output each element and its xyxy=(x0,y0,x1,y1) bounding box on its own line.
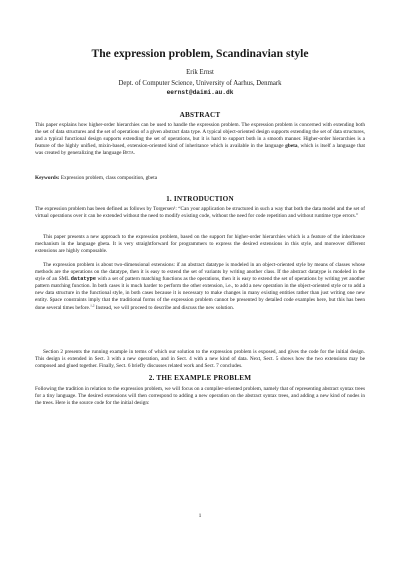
keywords-text: Expression problem, class composition, gbeta xyxy=(60,175,158,181)
section-1-paragraph-4: Section 2 presents the running example in terms of which our solution to the expression problem is exposed, and gives the code for the initial design. This design is extended in Sect. 3 with a new operation, and in Sect. 4 with a new kind of data. Next, Sect. 5 shows how the two extensions may be composed and glued together. Finally, Sect. 6 briefly discusses related work and Sect. 7 concludes. xyxy=(35,349,365,370)
section-1-p3-part-3: Instead, we will proceed to describe and discuss the new solution. xyxy=(95,304,235,311)
abstract-beta-name: Beta xyxy=(122,150,134,157)
abstract-text-part-3: . xyxy=(133,150,136,157)
section-1-paragraph-1: The expression problem has been defined as follows by Torgersen¹: “Can your application be structured in such a way that both the data model and the set of virtual operations over it can be extended without the need to modify existing code, without the need for code repetition and without runtime type errors.” xyxy=(35,206,365,220)
author-affiliation: Dept. of Computer Science, University of Aarhus, Denmark xyxy=(118,80,282,87)
section-1-heading: 1. INTRODUCTION xyxy=(166,195,234,203)
paper-title: The expression problem, Scandinavian style xyxy=(91,47,309,60)
section-1-p3-citation: 1,2 xyxy=(90,302,95,307)
section-1-paragraph-2: This paper presents a new approach to the expression problem, based on the support for higher-order hierarchies which is a feature of the inheritance mechanism in the language gbeta. It is very straightforward for programmers to express the desired extensions in this style, and moreover different extensions are highly composable. xyxy=(35,234,365,255)
section-1-p3-part-1: The expression problem is about two-dimensional extensions: if an abstract datatype is modeled in an object-oriented style by means of classes whose methods are the operations on the datatype, then it is easy to extend the set of variants by writing another class. If the abstract datatype is modeled in the style of an SML xyxy=(35,262,365,283)
abstract-text-part-1: This paper explains how higher-order hierarchies can be used to handle the expression problem. The expression problem is concerned with extending both the set of data structures and the set of operations of a given abstract data type. A typical object-oriented design supports extending the set of data structures, and a typical functional design supports extending the set of operations, but it is hard to support both in a smooth manner. Higher-order hierarchies is a feature of the highly unified, mixin-based, extension-oriented kind of inheritance which is available in the language xyxy=(35,122,365,150)
keywords-line xyxy=(35,175,365,182)
abstract-heading: ABSTRACT xyxy=(179,111,221,119)
abstract-text-part-2: , which is itself a language that was created by generalizing the language xyxy=(35,143,366,157)
abstract-lang-name: gbeta xyxy=(285,143,298,150)
keywords-label: Keywords: xyxy=(35,175,60,181)
section-2-paragraph-1: Following the tradition in relation to the expression problem, we will focus on a compiler-oriented problem, namely that of representing abstract syntax trees for a tiny language. The desired extensions will then correspond to adding a new operation on the abstract syntax trees, and adding a new kind of nodes in the trees. Here is the source code for the initial design: xyxy=(35,386,365,407)
abstract-text xyxy=(35,122,365,157)
page-number: 1 xyxy=(198,513,202,519)
section-1-paragraph-3 xyxy=(35,262,365,312)
author-name: Erik Ernst xyxy=(186,69,214,76)
section-2-heading: 2. THE EXAMPLE PROBLEM xyxy=(148,374,252,382)
section-1-p3-part-2: with a set of pattern matching functions as the operations, then it is easy to extend the set of operations by writing yet another pattern matching function. In both cases it is much harder to perform the other extension, i.e., to add a new operation in the object-oriented style or to add a new data structure in the functional style, in both cases because it is necessary to make changes in many existing entities rather than just writing one new entity. Space constraints imply that the traditional forms of the expression problem cannot be presented by detailed code examples here, but this has been done several times before. xyxy=(35,276,365,311)
author-email: eernst@daimi.au.dk xyxy=(166,89,234,96)
section-1-p3-datatype: datatype xyxy=(70,276,96,283)
